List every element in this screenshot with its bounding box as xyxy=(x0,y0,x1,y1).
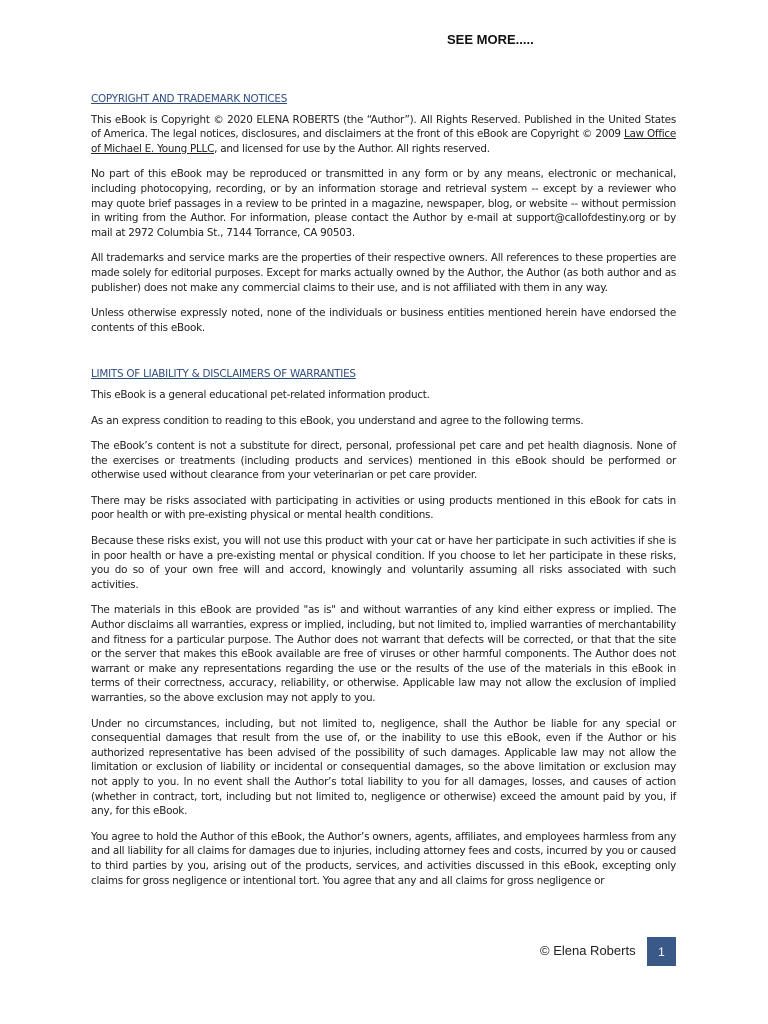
liability-paragraph-7: Under no circumstances, including, but not limited to, negligence, shall the Author be liable for any special or consequential damages that result from the use of, or the inability to use this eBook, even if the Author or his authorized representative has been advised of the possibility of such damages. Applicable law may not allow the limitation or exclusion of liability or incidental or consequential damages, so the above limitation or exclusion may not apply to you. In no event shall the Author’s total liability to you for all damages, losses, and causes of action (whether in contract, tort, including but not limited to, negligence or otherwise) exceed the amount paid by you, if any, for this eBook. xyxy=(91,717,676,818)
liability-paragraph-8: You agree to hold the Author of this eBook, the Author’s owners, agents, affiliates, and employees harmless from any and all liability for all claims for damages due to injuries, including attorney fees and costs, incurred by you or caused to third parties by you, arising out of the products, services, and activities discussed in this eBook, excepting only claims for gross negligence or intentional tort. You agree that any and all claims for gross negligence or xyxy=(91,830,676,887)
copyright-text-1b: , and licensed for use by the Author. All rights reserved. xyxy=(214,142,490,155)
copyright-paragraph-3: All trademarks and service marks are the properties of their respective owners. All references to these properties are made solely for editorial purposes. Except for marks actually owned by the Author, the Author (as both author and as publisher) does not make any commercial claims to their use, and is not affiliated with them in any way. xyxy=(91,252,676,294)
copyright-paragraph-4: Unless otherwise expressly noted, none of the individuals or business entities mentioned herein have endorsed the contents of this eBook. xyxy=(91,307,676,334)
law-office-link[interactable]: Law Office of Michael E. Young PLLC xyxy=(91,128,676,155)
liability-paragraph-2: As an express condition to reading to this eBook, you understand and agree to the following terms. xyxy=(91,414,584,427)
copyright-paragraph-2: No part of this eBook may be reproduced or transmitted in any form or by any means, electronic or mechanical, including photocopying, recording, or by an information storage and retrieval system -- except by a reviewer who may quote brief passages in a review to be printed in a magazine, newspaper, blog, or website -- without permission in writing from the Author. For information, please contact the Author by e-mail at support@callofdestiny.org or by mail at 2972 Columbia St., 7144 Torrance, CA 90503. xyxy=(91,168,676,239)
see-more-link[interactable]: SEE MORE..... xyxy=(447,32,534,47)
liability-paragraph-3: The eBook’s content is not a substitute for direct, personal, professional pet care and pet health diagnosis. None of the exercises or treatments (including products and services) mentioned in this eBook should be performed or otherwise used without clearance from your veterinarian or pet care provider. xyxy=(91,440,676,482)
footer-author: © Elena Roberts xyxy=(540,943,636,958)
copyright-text-1a: This eBook is Copyright © 2020 ELENA ROBERTS (the “Author”). All Rights Reserved. Published in the United States of America. The legal notices, disclosures, and disclaimers at the front of this eBook are Copyright © 2009 xyxy=(91,113,676,141)
document-body xyxy=(91,92,676,899)
liability-paragraph-6: The materials in this eBook are provided "as is" and without warranties of any kind either express or implied. The Author disclaims all warranties, express or implied, including, but not limited to, implied warranties of merchantability and fitness for a particular purpose. The Author does not warrant that defects will be corrected, or that that the site or the server that makes this eBook available are free of viruses or other harmful components. The Author does not warrant or make any representations regarding the use or the results of the use of the materials in this eBook in terms of their correctness, accuracy, reliability, or otherwise. Applicable law may not allow the exclusion of implied warranties, so the above exclusion may not apply to you. xyxy=(91,604,676,704)
copyright-heading: COPYRIGHT AND TRADEMARK NOTICES xyxy=(91,93,288,105)
liability-heading: LIMITS OF LIABILITY & DISCLAIMERS OF WARRANTIES xyxy=(91,368,356,381)
copyright-paragraph-1 xyxy=(91,113,676,157)
liability-paragraph-1: This eBook is a general educational pet-related information product. xyxy=(91,388,430,401)
liability-paragraph-5: Because these risks exist, you will not use this product with your cat or have her participate in such activities if she is in poor health or have a pre-existing mental or physical condition. If you choose to let her participate in these risks, you do so of your own free will and accord, knowingly and voluntarily assuming all risks associated with such activities. xyxy=(91,535,676,591)
page-number-badge: 1 xyxy=(647,937,676,966)
liability-paragraph-4: There may be risks associated with participating in activities or using products mentioned in this eBook for cats in poor health or with pre-existing physical or mental health conditions. xyxy=(91,494,676,522)
